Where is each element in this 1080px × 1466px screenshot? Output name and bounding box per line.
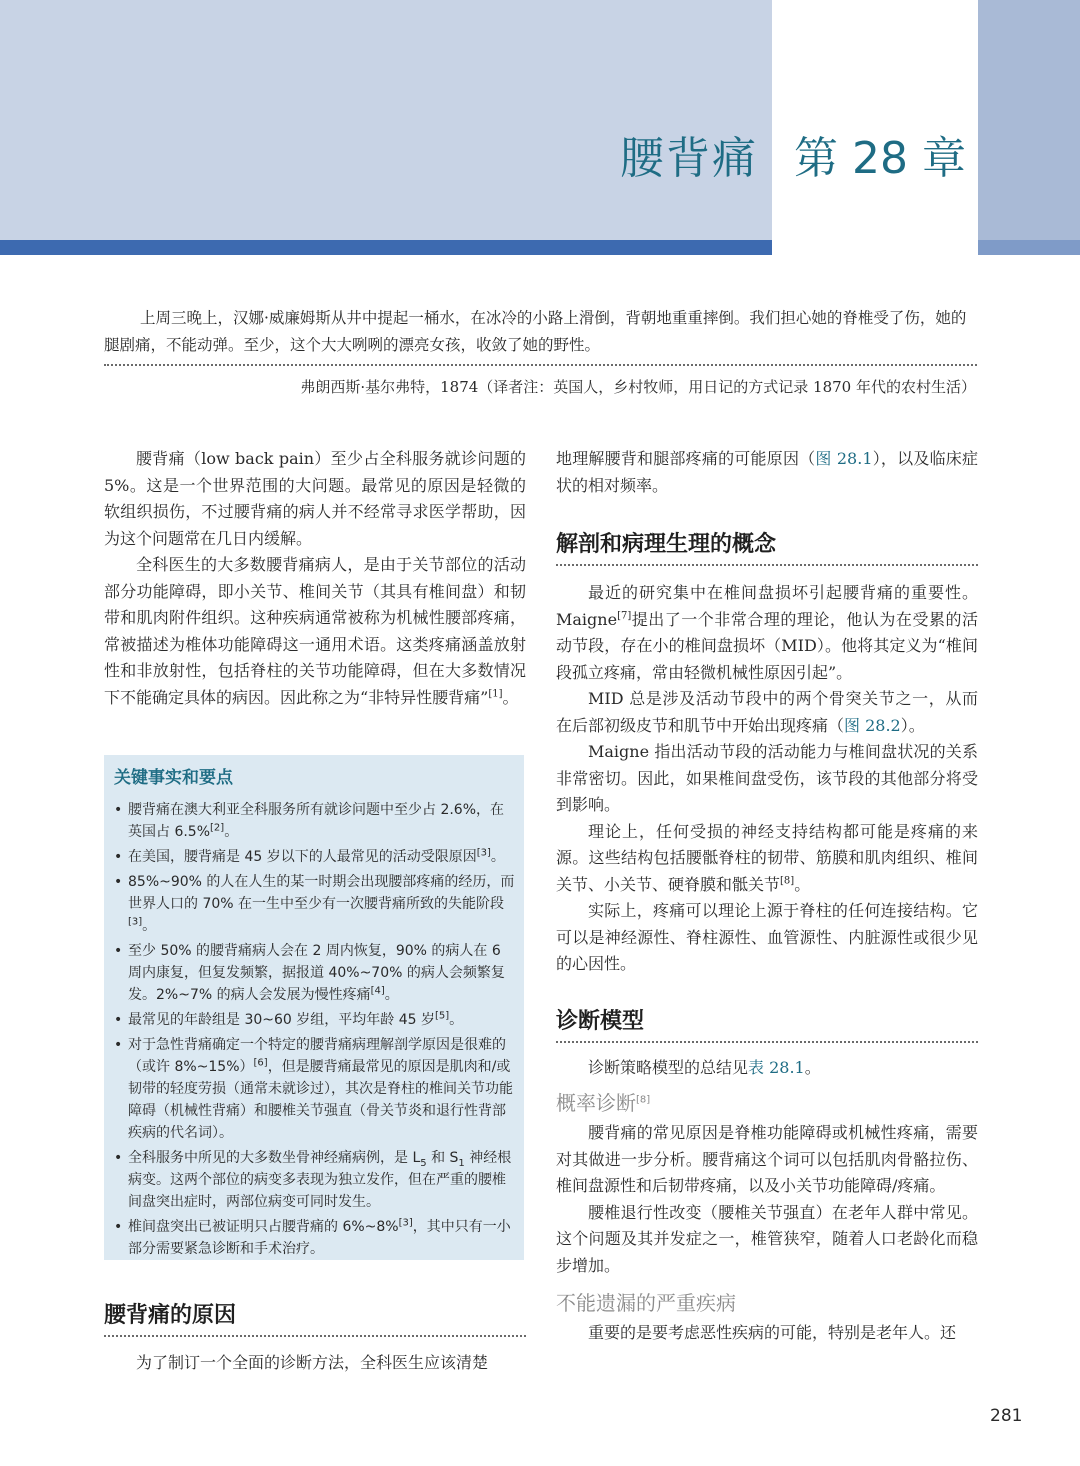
item-text: 最常见的年龄组是 30~60 岁组，平均年龄 45 岁 — [128, 1012, 435, 1028]
para-text: ）。 — [900, 715, 925, 735]
para-text: 全科医生的大多数腰背痛病人，是由于关节部位的活动部分功能障碍，即小关节、椎间关节（其具有椎间盘）和韧带和肌肉附件组织。这种疾病通常被称为机械性腰部疼痛，常被描述为椎体功能障碍这一通用术语。这类疼痛涵盖放射性和非放射性，包括脊柱的关节功能障碍，但在大多数情况下不能确定具体的病因。因此称之为“非特异性腰背痛” — [104, 555, 526, 707]
list-item — [112, 1216, 516, 1260]
item-end: 神经根病变。这两个部位的病变多表现为独立发作，但在严重的腰椎间盘突出症时，两部位病变可同时发生。 — [128, 1150, 512, 1210]
item-end: 。 — [449, 1012, 464, 1028]
item-text: 在美国，腰背痛是 45 岁以下的人最常见的活动受限原因 — [128, 849, 477, 865]
anatomy-paragraph-5: 实际上，疼痛可以理论上源于脊柱的任何连接结构。它可以是神经源性、脊柱源性、血管源性、内脏源性或很少见的心因性。 — [556, 901, 978, 973]
para-text: 最近的研究集中在椎间盘损坏引起腰背痛的重要性。Maigne — [556, 583, 978, 629]
para-text: 提出了一个非常合理的理论，他认为在受累的活动节段，存在小的椎间盘损坏（MID）。他将其定义为“椎间段孤立疼痛，常由轻微机械性原因引起”。 — [556, 609, 978, 682]
causes-section — [104, 1298, 526, 1337]
subheading-probability — [556, 1087, 978, 1116]
para-text: 地理解腰背和腿部疼痛的可能原因（ — [556, 449, 816, 468]
anatomy-paragraph-2 — [556, 686, 978, 739]
section-heading-causes: 腰背痛的原因 — [104, 1298, 526, 1337]
item-end: 。 — [384, 987, 399, 1003]
citation: [8] — [636, 1094, 651, 1106]
epigraph-source: 弗朗西斯·基尔弗特，1874（译者注：英国人，乡村牧师，用日记的方式记录 1870 年代的农村生活） — [300, 378, 976, 396]
subscript: 1 — [458, 1157, 465, 1169]
list-item — [112, 799, 516, 843]
subheading-serious: 不能遗漏的严重疾病 — [556, 1291, 736, 1315]
citation: [1] — [488, 688, 503, 700]
figure-link[interactable]: 图 28.2 — [844, 715, 901, 735]
para-end: 。 — [502, 687, 519, 707]
para-text: ），以及临床症状的相对频率。 — [556, 449, 978, 495]
anatomy-paragraph-4 — [556, 819, 978, 899]
epigraph-text: 上周三晚上，汉娜·威廉姆斯从井中提起一桶水，在冰冷的小路上滑倒，背朝地重重摔倒。我们担心她的脊椎受了伤，她的腿剧痛，不能动弹。至少，这个大大咧咧的漂亮女孩，收敛了她的野性。 — [104, 309, 967, 354]
list-item — [112, 1009, 516, 1031]
citation: [8] — [780, 875, 795, 887]
item-end: 。 — [490, 849, 505, 865]
item-end: ，其中只有一小部分需要紧急诊断和手术治疗。 — [128, 1219, 511, 1257]
anatomy-paragraph-3: Maigne 指出活动节段的活动能力与椎间盘状况的关系非常密切。因此，如果椎间盘受伤，该节段的其他部分将受到影响。 — [556, 742, 978, 814]
header-tab — [978, 0, 1080, 255]
diagnosis-paragraph — [556, 1055, 978, 1082]
chapter-number: 第 28 章 — [794, 133, 966, 184]
causes-paragraph: 为了制订一个全面的诊断方法，全科医生应该清楚 — [136, 1353, 489, 1372]
probability-paragraph-1: 腰背痛的常见原因是脊椎功能障碍或机械性疼痛，需要对其做进一步分析。腰背痛这个词可以包括肌肉骨骼拉伤、椎间盘源性和后韧带疼痛，以及小关节功能障碍/疼痛。 — [556, 1123, 978, 1195]
citation: [4] — [370, 985, 385, 997]
citation: [3] — [398, 1217, 413, 1229]
left-column — [104, 446, 526, 711]
key-facts-title: 关键事实和要点 — [114, 768, 233, 788]
header-stripe — [0, 240, 772, 255]
citation: [6] — [253, 1057, 268, 1069]
section-heading-anatomy: 解剖和病理生理的概念 — [556, 527, 978, 566]
intro-paragraph: 腰背痛（low back pain）至少占全科服务就诊问题的 5%。这是一个世界范围的大问题。最常见的原因是轻微的软组织损伤，不过腰背痛的病人并不经常寻求医学帮助，因为这个问题常在几日内缓解。 — [104, 449, 526, 548]
table-link[interactable]: 表 28.1 — [748, 1057, 805, 1077]
item-text: 对于急性背痛确定一个特定的腰背痛病理解剖学原因是很难的（或许 8%~15%） — [128, 1037, 506, 1075]
citation: [7] — [617, 610, 632, 622]
item-end: 。 — [224, 824, 239, 840]
para-text: 。 — [794, 874, 811, 894]
para-text: MID 总是涉及活动节段中的两个骨突关节之一，从而在后部初级皮节和肌节中开始出现疼痛（ — [556, 689, 978, 735]
citation: [3] — [476, 847, 491, 859]
citation: [3] — [128, 916, 143, 928]
citation: [2] — [210, 822, 225, 834]
page-number: 281 — [990, 1406, 1023, 1426]
probability-paragraph-2: 腰椎退行性改变（腰椎关节强直）在老年人群中常见。这个问题及其并发症之一，椎管狭窄，随着人口老龄化而稳步增加。 — [556, 1202, 978, 1275]
list-item — [112, 940, 516, 1006]
item-text: 腰背痛在澳大利亚全科服务所有就诊问题中至少占 2.6%，在英国占 6.5% — [128, 802, 505, 840]
para-text: 。 — [804, 1057, 821, 1077]
section-heading-diagnosis: 诊断模型 — [556, 1004, 978, 1043]
item-mid: 和 S — [426, 1150, 459, 1166]
right-column — [556, 446, 978, 1347]
item-text: 85%~90% 的人在人生的某一时期会出现腰部疼痛的经历，而世界人口的 70% 在一生中至少有一次腰背痛所致的失能阶段 — [128, 874, 515, 912]
mechanical-pain-paragraph — [104, 552, 526, 711]
item-text: 全科服务中所见的大多数坐骨神经痛病例，是 L — [128, 1150, 421, 1166]
citation: [5] — [434, 1010, 450, 1022]
key-facts-list — [112, 799, 516, 1263]
list-item — [112, 871, 516, 937]
figure-link[interactable]: 图 28.1 — [815, 449, 873, 468]
list-item — [112, 1034, 516, 1144]
list-item — [112, 846, 516, 868]
header-tab-stripe — [978, 240, 1080, 255]
para-text: 诊断策略模型的总结见 — [588, 1057, 749, 1077]
chapter-title: 腰背痛 — [620, 133, 758, 184]
item-text: 至少 50% 的腰背痛病人会在 2 周内恢复，90% 的病人在 6 周内康复，但复发频繁，据报道 40%~70% 的病人会频繁复发。2%~7% 的病人会发展为慢性疼痛 — [128, 943, 505, 1003]
item-end: 。 — [142, 918, 157, 934]
anatomy-paragraph-1 — [556, 580, 978, 686]
para-text: 理论上，任何受损的神经支持结构都可能是疼痛的来源。这些结构包括腰骶脊柱的韧带、筋膜和肌肉组织、椎间关节、小关节、硬脊膜和骶关节 — [556, 821, 978, 894]
epigraph-divider — [104, 364, 977, 366]
serious-paragraph: 重要的是要考虑恶性疾病的可能，特别是老年人。还 — [588, 1323, 957, 1342]
key-facts-box — [104, 755, 524, 1260]
list-item — [112, 1147, 516, 1213]
item-text: 椎间盘突出已被证明只占腰背痛的 6%~8% — [128, 1219, 399, 1235]
subscript: 5 — [420, 1157, 427, 1169]
continued-paragraph — [556, 446, 978, 499]
subheading-text: 概率诊断 — [556, 1091, 636, 1115]
item-end: ，但是腰背痛最常见的原因是肌肉和/或韧带的轻度劳损（通常未就诊过），其次是脊柱的椎间关节功能障碍（机械性背痛）和腰椎关节强直（骨关节炎和退行性背部疾病的代名词）。 — [128, 1059, 513, 1141]
